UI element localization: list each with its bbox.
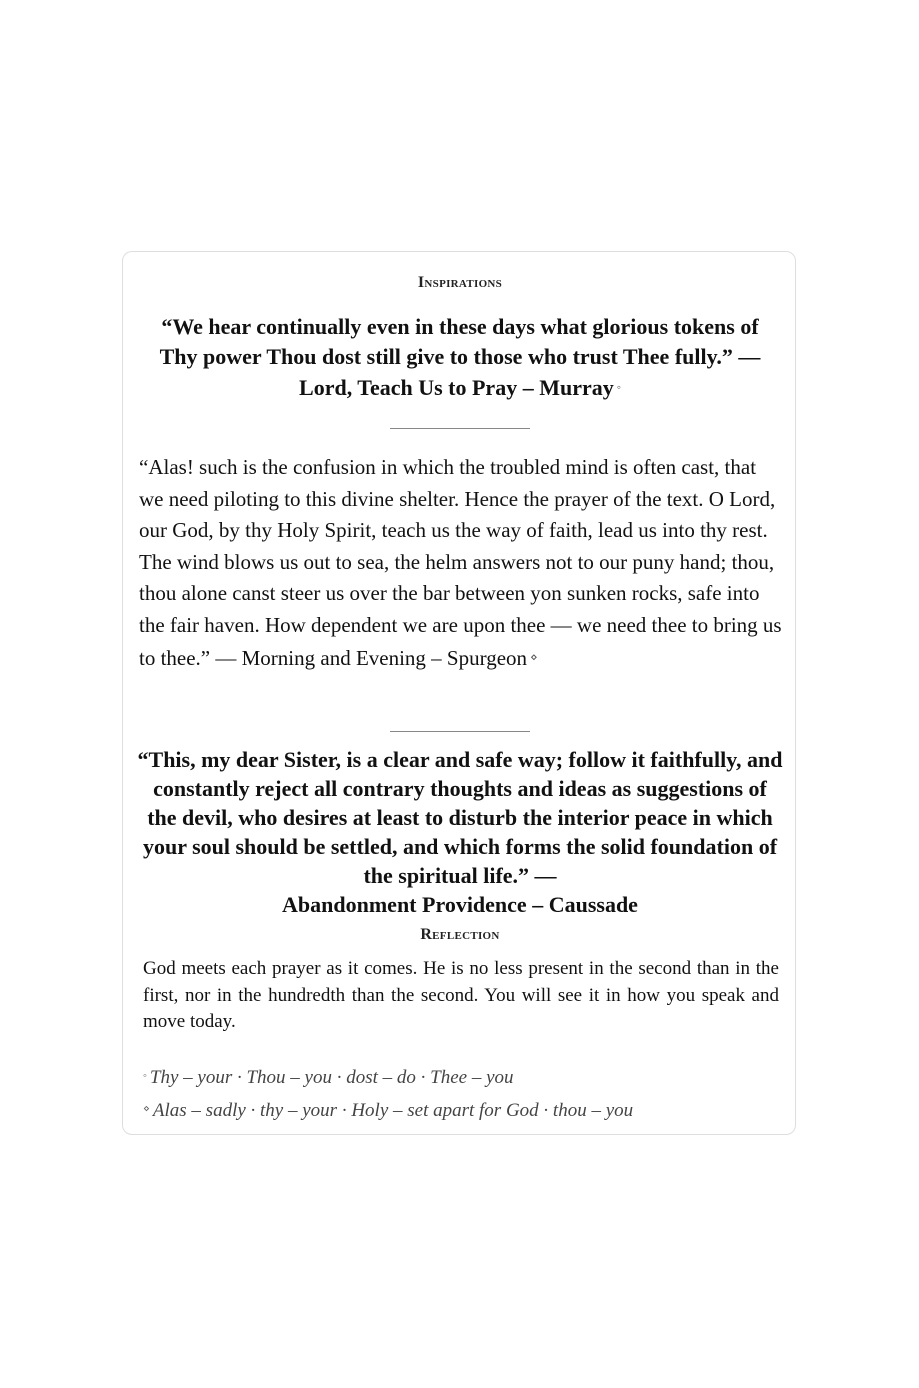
reflection-heading: Reflection: [420, 926, 500, 943]
quote-spurgeon: [139, 452, 783, 674]
quote-caussade-text: “This, my dear Sister, is a clear and safe way; follow it faithfully, and constantly reject all contrary thoughts and ideas as suggestions of the devil, who desires at least to disturb the interior peace in which your soul should be settled, and which forms the solid foundation of the spiritual life.” —: [137, 747, 783, 888]
glossary-line: [143, 1065, 779, 1089]
glossary-marker-diamond: ⋄: [530, 649, 538, 664]
glossary-marker-circle: ◦: [616, 380, 621, 394]
glossary-marker-diamond: ⋄: [143, 1103, 150, 1115]
devotional-card: [122, 251, 796, 1135]
quote-caussade-attribution: Abandonment Providence – Caussade: [282, 892, 638, 917]
quote-spurgeon-text: “Alas! such is the confusion in which the troubled mind is often cast, that we need piloting to this divine shelter. Hence the prayer of the text. O Lord, our God, by thy Holy Spirit, teach us the way of faith, lead us into thy rest. The wind blows us out to sea, the helm answers not to our puny hand; thou, thou alone canst steer us over the bar between yon sunken rocks, safe into the fair haven. How dependent we are upon thee — we need thee to bring us to thee.” — Morning and Evening – Spurgeon: [139, 455, 782, 670]
section-divider: [390, 731, 530, 732]
glossary-marker-circle: ◦: [143, 1070, 147, 1082]
inspirations-heading: Inspirations: [417, 274, 503, 291]
quote-murray: [141, 312, 779, 403]
quote-caussade: [137, 745, 783, 919]
glossary-text: Alas – sadly · thy – your · Holy – set apart for God · thou – you: [152, 1100, 634, 1121]
glossary-line: [143, 1098, 779, 1122]
quote-murray-text: “We hear continually even in these days what glorious tokens of Thy power Thou dost still give to those who trust Thee fully.” — Lord, Teach Us to Pray – Murray: [159, 314, 761, 400]
reflection-text: God meets each prayer as it comes. He is no less present in the second than in the first, nor in the hundredth than the second. You will see it in how you speak and move today.: [143, 958, 779, 1032]
glossary-text: Thy – your · Thou – you · dost – do · Thee – you: [149, 1067, 514, 1088]
section-divider: [390, 428, 530, 429]
